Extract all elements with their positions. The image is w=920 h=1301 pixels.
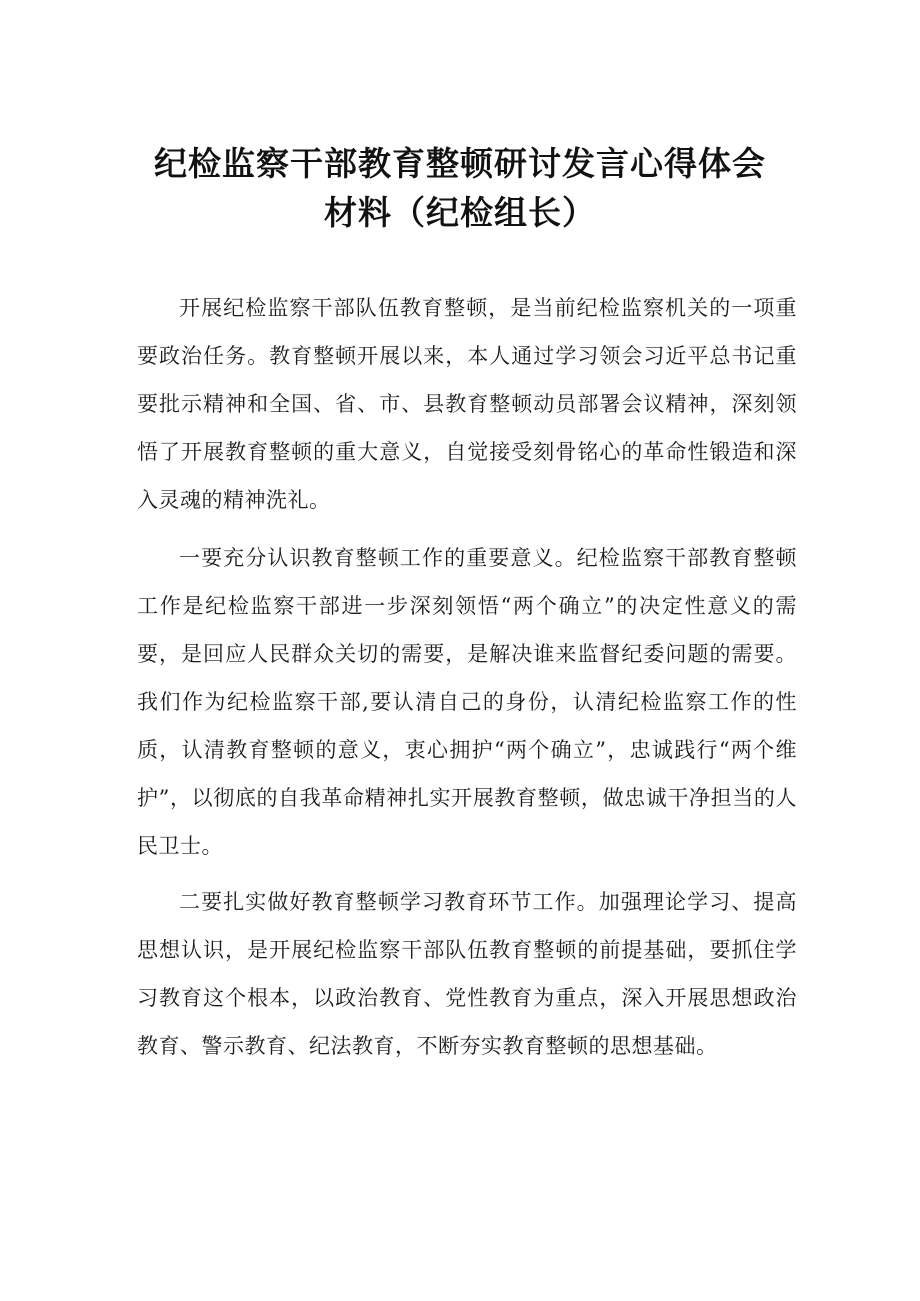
paragraph-intro: 开展纪检监察干部队伍教育整顿，是当前纪检监察机关的一项重要政治任务。教育整顿开展以来，本人通过学习领会习近平总书记重要批示精神和全国、省、市、县教育整顿动员部署会议精神，深刻领悟了开展教育整顿的重大意义，自觉接受刻骨铭心的革命性锻造和深入灵魂的精神洗礼。 <box>137 296 797 512</box>
paragraph-point-two: 二要扎实做好教育整顿学习教育环节工作。加强理论学习、提高思想认识，是开展纪检监察干部队伍教育整顿的前提基础，要抓住学习教育这个根本，以政治教育、党性教育为重点，深入开展思想政治教育、警示教育、纪法教育，不断夯实教育整顿的思想基础。 <box>137 890 797 1058</box>
paragraph-point-one: 一要充分认识教育整顿工作的重要意义。纪检监察干部教育整顿工作是纪检监察干部进一步深刻领悟“两个确立”的决定性意义的需要，是回应人民群众关切的需要，是解决谁来监督纪委问题的需要。我们作为纪检监察干部,要认清自己的身份，认清纪检监察工作的性质，认清教育整顿的意义，衷心拥护“两个确立”，忠诚践行“两个维护”，以彻底的自我革命精神扎实开展教育整顿，做忠诚干净担当的人民卫士。 <box>137 546 797 858</box>
document-title-line-2: 材料（纪检组长） <box>324 193 596 232</box>
document-title-line-1: 纪检监察干部教育整顿研讨发言心得体会 <box>154 144 766 183</box>
